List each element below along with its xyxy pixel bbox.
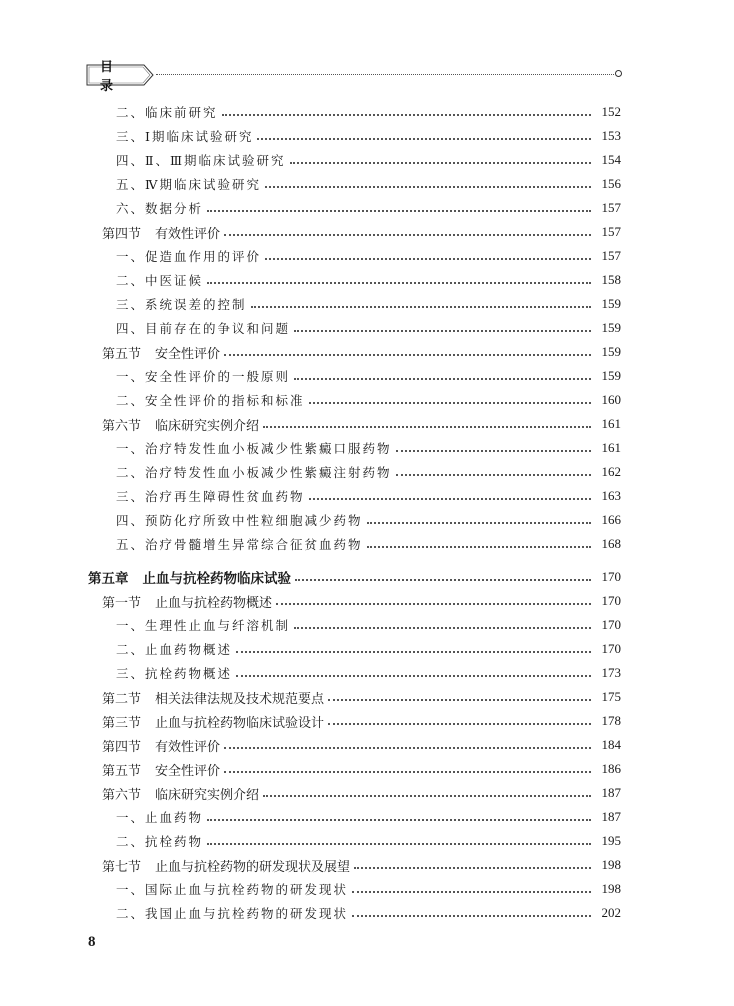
toc-section[interactable]	[88, 853, 621, 877]
toc-section-title	[102, 223, 220, 242]
dot-leader	[367, 522, 591, 524]
dot-leader	[207, 210, 591, 212]
dot-leader	[294, 330, 591, 332]
toc-entry-page: 170	[601, 641, 621, 656]
dot-leader	[367, 546, 591, 548]
toc-entry-title: 五、治疗骨髓增生异常综合征贫血药物	[116, 537, 363, 552]
toc-entry-page: 160	[601, 392, 621, 407]
toc-entry-page: 161	[601, 440, 621, 455]
toc-entry[interactable]	[88, 508, 621, 532]
section-number: 第四节	[102, 739, 142, 755]
header-label: 目 录	[100, 60, 163, 94]
toc-section-title	[102, 343, 220, 362]
toc-entry[interactable]	[88, 637, 621, 661]
toc-section-title	[102, 592, 272, 611]
section-number: 第六节	[102, 418, 142, 434]
toc-entry-page: 157	[601, 248, 621, 263]
dot-leader	[309, 402, 591, 404]
dot-leader	[224, 771, 591, 773]
toc-entry-page: 187	[601, 809, 621, 824]
toc-entry-title: 四、目前存在的争议和问题	[116, 321, 291, 336]
section-number: 第一节	[102, 595, 142, 611]
toc-chapter[interactable]	[88, 565, 621, 589]
running-header	[86, 60, 626, 94]
toc-entry[interactable]	[88, 196, 621, 220]
table-of-contents	[88, 100, 621, 925]
section-name: 有效性评价	[155, 739, 221, 755]
toc-entry-title: 二、抗栓药物	[116, 834, 204, 849]
section-number: 第五节	[102, 763, 142, 779]
toc-entry[interactable]	[88, 661, 621, 685]
toc-section[interactable]	[88, 340, 621, 364]
toc-entry-page: 159	[601, 344, 621, 359]
toc-chapter-title	[88, 567, 291, 587]
toc-entry-page: 156	[601, 176, 621, 191]
toc-section[interactable]	[88, 220, 621, 244]
section-name: 安全性评价	[155, 763, 221, 779]
dot-leader	[295, 579, 591, 581]
toc-entry[interactable]	[88, 124, 621, 148]
toc-entry[interactable]	[88, 829, 621, 853]
toc-entry-title: 一、生理性止血与纤溶机制	[116, 618, 291, 633]
toc-entry-title: 二、安全性评价的指标和标准	[116, 393, 305, 408]
dot-leader	[309, 498, 591, 500]
toc-entry[interactable]	[88, 484, 621, 508]
dot-leader	[276, 603, 591, 605]
chapter-number: 第五章	[88, 571, 129, 587]
header-rule	[156, 74, 614, 75]
dot-leader	[224, 354, 591, 356]
toc-entry-page: 186	[601, 761, 621, 776]
toc-entry[interactable]	[88, 613, 621, 637]
dot-leader	[251, 306, 591, 308]
toc-entry-page: 153	[601, 128, 621, 143]
toc-entry-title: 四、预防化疗所致中性粒细胞减少药物	[116, 513, 363, 528]
toc-entry[interactable]	[88, 877, 621, 901]
toc-entry-page: 163	[601, 488, 621, 503]
dot-leader	[207, 282, 591, 284]
toc-entry-page: 170	[601, 617, 621, 632]
toc-entry[interactable]	[88, 100, 621, 124]
toc-entry-page: 187	[601, 785, 621, 800]
section-number: 第七节	[102, 859, 142, 875]
dot-leader	[236, 675, 591, 677]
toc-section-title	[102, 760, 220, 779]
toc-entry[interactable]	[88, 388, 621, 412]
toc-entry-page: 173	[601, 665, 621, 680]
dot-leader	[207, 843, 591, 845]
dot-leader	[224, 234, 591, 236]
toc-entry-title: 二、临床前研究	[116, 105, 218, 120]
toc-section[interactable]	[88, 709, 621, 733]
toc-section[interactable]	[88, 733, 621, 757]
toc-entry-page: 202	[601, 905, 621, 920]
dot-leader	[236, 651, 591, 653]
toc-section-title	[102, 736, 220, 755]
section-name: 止血与抗栓药物概述	[155, 595, 273, 611]
toc-entry[interactable]	[88, 805, 621, 829]
toc-entry-page: 162	[601, 464, 621, 479]
dot-leader	[222, 114, 591, 116]
toc-entry[interactable]	[88, 148, 621, 172]
dot-leader	[328, 723, 591, 725]
dot-leader	[257, 138, 591, 140]
toc-entry-page: 154	[601, 152, 621, 167]
dot-leader	[290, 162, 591, 164]
dot-leader	[224, 747, 591, 749]
toc-entry-title: 一、国际止血与抗栓药物的研发现状	[116, 882, 349, 897]
toc-entry[interactable]	[88, 436, 621, 460]
dot-leader	[328, 699, 591, 701]
toc-entry-page: 198	[601, 857, 621, 872]
toc-entry-title: 三、系统误差的控制	[116, 297, 247, 312]
toc-section-title	[102, 856, 350, 875]
toc-entry-title: 三、治疗再生障碍性贫血药物	[116, 489, 305, 504]
section-name: 有效性评价	[155, 226, 221, 242]
toc-entry-title: 六、数据分析	[116, 201, 204, 216]
toc-entry-title: 二、止血药物概述	[116, 642, 233, 657]
toc-entry-title: 一、促造血作用的评价	[116, 249, 262, 264]
section-number: 第五节	[102, 346, 142, 362]
toc-entry-title: 三、Ⅰ期临床试验研究	[116, 129, 254, 144]
dot-leader	[263, 426, 591, 428]
section-name: 止血与抗栓药物临床试验设计	[155, 715, 325, 731]
toc-section[interactable]	[88, 757, 621, 781]
toc-entry-page: 159	[601, 320, 621, 335]
header-tab	[86, 60, 163, 94]
toc-entry-page: 195	[601, 833, 621, 848]
toc-entry-page: 198	[601, 881, 621, 896]
toc-entry[interactable]	[88, 364, 621, 388]
toc-entry-page: 178	[601, 713, 621, 728]
toc-entry-title: 四、Ⅱ、Ⅲ期临床试验研究	[116, 153, 286, 168]
section-name: 止血与抗栓药物的研发现状及展望	[155, 859, 351, 875]
toc-section-title	[102, 688, 324, 707]
toc-entry-page: 168	[601, 536, 621, 551]
dot-leader	[352, 915, 591, 917]
toc-section[interactable]	[88, 781, 621, 805]
dot-leader	[265, 186, 591, 188]
dot-leader	[263, 795, 591, 797]
toc-entry-page: 157	[601, 224, 621, 239]
toc-section[interactable]	[88, 412, 621, 436]
toc-entry-title: 二、治疗特发性血小板减少性紫癜注射药物	[116, 465, 392, 480]
section-number: 第四节	[102, 226, 142, 242]
dot-leader	[265, 258, 591, 260]
toc-entry-title: 一、安全性评价的一般原则	[116, 369, 291, 384]
section-name: 相关法律法规及技术规范要点	[155, 691, 325, 707]
dot-leader	[396, 450, 591, 452]
toc-entry-page: 170	[601, 593, 621, 608]
toc-entry-page: 166	[601, 512, 621, 527]
dot-leader	[294, 627, 591, 629]
section-name: 临床研究实例介绍	[155, 787, 260, 803]
toc-entry[interactable]	[88, 532, 621, 556]
toc-entry-page: 161	[601, 416, 621, 431]
toc-entry-page: 152	[601, 104, 621, 119]
toc-entry-page: 159	[601, 296, 621, 311]
toc-entry[interactable]	[88, 901, 621, 925]
toc-section-title	[102, 415, 259, 434]
toc-entry-title: 三、抗栓药物概述	[116, 666, 233, 681]
toc-entry[interactable]	[88, 172, 621, 196]
dot-leader	[354, 867, 591, 869]
toc-entry-title: 五、Ⅳ期临床试验研究	[116, 177, 261, 192]
toc-entry[interactable]	[88, 460, 621, 484]
toc-entry-page: 157	[601, 200, 621, 215]
toc-entry-title: 一、止血药物	[116, 810, 204, 825]
dot-leader	[294, 378, 591, 380]
toc-entry-page: 159	[601, 368, 621, 383]
toc-entry-page: 175	[601, 689, 621, 704]
section-name: 临床研究实例介绍	[155, 418, 260, 434]
toc-entry-page: 170	[601, 569, 621, 584]
toc-entry[interactable]	[88, 292, 621, 316]
section-number: 第三节	[102, 715, 142, 731]
toc-section[interactable]	[88, 589, 621, 613]
toc-section[interactable]	[88, 685, 621, 709]
toc-entry-title: 一、治疗特发性血小板减少性紫癜口服药物	[116, 441, 392, 456]
chapter-name: 止血与抗栓药物临床试验	[142, 571, 291, 587]
header-ring-ornament	[615, 70, 622, 77]
toc-section-title	[102, 784, 259, 803]
dot-leader	[352, 891, 591, 893]
toc-entry[interactable]	[88, 268, 621, 292]
section-name: 安全性评价	[155, 346, 221, 362]
toc-entry[interactable]	[88, 316, 621, 340]
toc-entry-page: 158	[601, 272, 621, 287]
dot-leader	[207, 819, 591, 821]
section-number: 第六节	[102, 787, 142, 803]
toc-entry-title: 二、我国止血与抗栓药物的研发现状	[116, 906, 349, 921]
page-number: 8	[88, 934, 96, 950]
dot-leader	[396, 474, 591, 476]
toc-entry[interactable]	[88, 244, 621, 268]
toc-entry-title: 二、中医证候	[116, 273, 204, 288]
toc-entry-page: 184	[601, 737, 621, 752]
section-number: 第二节	[102, 691, 142, 707]
toc-section-title	[102, 712, 324, 731]
